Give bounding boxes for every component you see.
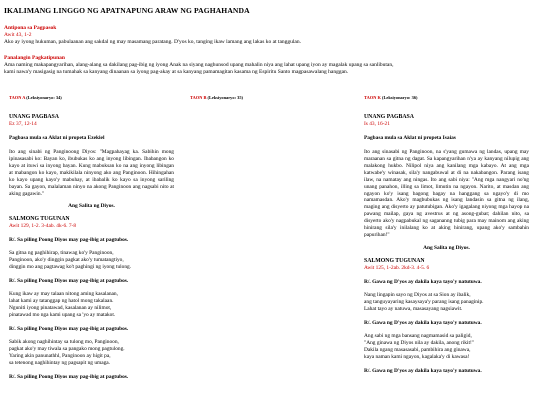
antiphon-text: Ako ay iyong hukuman, pabulaanan ang sakdal ng may masamang paratang. D'yos ko, tanging ikaw lamang ang lakas ko at tanggulan. (4, 39, 301, 45)
year-a-column (9, 95, 174, 381)
stanza-line: Sabik akong naghihintay sa tulong mo, Panginoon, (9, 338, 119, 345)
stanza-line: Sa gitna ng paghihirap, tinawag ko'y Panginoon, (9, 250, 114, 257)
stanza-line: lahat kami ay tatanggap ng hatol mong takalaan. (9, 298, 114, 305)
stanza-line: Kung ikaw ay may talaan nitong aming kasalanan, (9, 291, 118, 298)
psalm-response: R/. Gawa ng D'yos ay dakila kaya tayo'y natutuwa. (364, 367, 482, 374)
psalm-stanza (9, 291, 174, 319)
lectionary-number: (Leksiyonaryo: 36) (381, 95, 418, 100)
stanza-line: Yaring akin panunathhl, Panginoon ay higit pa, (9, 352, 111, 359)
first-reading-heading: UNANG PAGBASA (364, 113, 414, 120)
psalm-heading: SALMONG TUGUNAN (364, 258, 425, 265)
stanza-line: Dakila ngang masasasabi, pambihira ang ginawa, (364, 346, 471, 353)
stanza-line: ang tanguyayaring kasaysaya'y parang isang panaginip. (364, 298, 484, 305)
first-reading-citation: Ez 37, 12-14 (9, 120, 37, 127)
stanza-line: Lahat tayo ay natuwa, masasayang nagsiawit. (364, 305, 463, 312)
stanza-line: Nguniti iyong pinatawad, kasalanan ay nilimot, (9, 305, 112, 312)
psalm-stanza (364, 333, 529, 361)
psalm-stanza (9, 339, 174, 367)
reading-title: Pagbasa mula sa Aklat ni propeta Isaias (364, 134, 456, 141)
lectionary-number: (Leksiyonaryo: 34) (26, 95, 62, 100)
stanza-line: pagkat ako'y may tiwala sa pangako mong pagtulong. (9, 345, 125, 352)
reading-title: Pagbasa mula sa Aklat ni propeta Ezekiel (9, 134, 105, 141)
cycle-label (364, 95, 529, 102)
psalm-response: R/. Sa piling Poong Diyos may pag-ibig at pagtubos. (9, 325, 129, 332)
psalm-response: R/. Sa piling Poong Diyos may pag-ibig at pagtubos. (9, 237, 129, 244)
stanza-line: Panginoon, ako'y dinggin pagkat ako'y tumatangtiyo, (9, 257, 124, 264)
psalm-response: R/. Gawa ng D'yos ay dakila kaya tayo'y natutuwa. (364, 319, 482, 326)
psalm-citation: Awit 125, 1-2ab. 2kd-3. 4-5. 6 (364, 265, 430, 272)
cycle-name: TAON B (190, 95, 207, 100)
psalm-heading: SALMONG TUGUNAN (9, 216, 70, 223)
stanza-line: pinatawad mo nga kami upang sa 'yo ay matakot. (9, 311, 116, 318)
cycle-label (9, 95, 174, 102)
psalm-response: R/. Sa piling Poong Diyos may pag-ibig at pagtubos. (9, 278, 129, 285)
lectionary-number: (Leksiyonaryo: 35) (207, 95, 243, 100)
first-reading-heading: UNANG PAGBASA (9, 113, 59, 120)
psalm-citation: Awit 129, 1-2. 3-4ab. 4k-6. 7-8 (9, 223, 77, 230)
antiphon-citation: Awit 43, 1-2 (4, 32, 32, 38)
collect-line: Ama naming makapangyarihan, alang-alang sa dakilang pag-ibig ng iyong Anak na siyang naghunsod upang mahalin niya ang lahat upang iyon ay magalak upang sa sanlibutan, (4, 62, 394, 68)
stanza-line: Nang lingapin sayo ng Diyos at sa Sion ay ibalik, (364, 292, 471, 299)
antiphon-heading: Antipona sa Pagpasok (4, 25, 57, 31)
first-reading-citation: Is 43, 16-21 (364, 120, 390, 127)
psalm-response: R/. Sa piling Poong Diyos may pag-ibig at pagtubos. (9, 373, 129, 380)
stanza-line: dinggin mo ang pagtawag ko't paghingi ng iyong tulong. (9, 264, 132, 271)
year-c-column (364, 95, 529, 375)
cycle-name: TAON K (364, 95, 381, 100)
entrance-antiphon (4, 25, 532, 46)
stanza-line: sa tetenong naghihintay ng pagsapit ng umaga. (9, 359, 111, 366)
cycle-name: TAON A (9, 95, 26, 100)
stanza-line: kaya naman kami ngayon, kagalaka'y di kawasa! (364, 353, 470, 360)
stanza-line: "Ang ginawa ng Diyos nila ay dakila, anong rikit!" (364, 339, 474, 346)
reading-text: Ito ang sinasabi ng Panginoon, na s'yang gumawa ng landas, upang may maraanan sa gitna ng dagat. Sa kapangyarihan n'ya ay kanyang nilupig ang malakong hukbo. Nilipol niya ang kanilang mga kabayo. At ang mga katwabe'y winasak, sila'y nangabuwal at di na nakabangon. Parang isang ilaw, na namatay ang ningas. Ito ang sabi niya: "Ang mga nangyari no'ng unang panahon, illing sa limot, limutin na ngayon. Narito, at masdan ang ngayon ko'y isang bagong bagay na hanggang sa ngayo'y di mo namamasdan. Ako'y magbubukas ng isang landasin sa gitna ng ilang, maging ang disyerto ay patutubigan. Ako'y igagalang niyong mga hayop na pawang mailap, gaya ng avestrus at ng asong-gubat; dahilan nito, sa disyerto ako'y nagpabukal ng sagananng tubig para may mainom ang aking hinirang sila'y inilalang ko at aking hinirang, upang ako'y sambahin papurihan!" (364, 148, 529, 239)
collect-heading: Panalangin Pagkatipunan (4, 55, 65, 61)
collect-line: kami nawa'y masigasig na tumahak sa kanyang dinaanan sa iyong pag-akay at sa kanyang pamamagitan kasama ng Espiritu Santo magpasawalang hanggan. (4, 69, 349, 75)
opening-prayer (4, 55, 532, 76)
psalm-stanza (364, 292, 529, 313)
word-of-god-line: Ang Salita ng Diyos. (423, 245, 470, 252)
word-of-god-line: Ang Salita ng Diyos. (68, 203, 115, 210)
year-b-column (190, 95, 355, 102)
reading-text: Ito ang sinabi ng Panginoong Diyos: "Magpahayag ka. Sabihin mong ipinasasabi ko: Bayan ko, ibubukas ko ang inyong libingan. Ibabangon ko kayo at ituwi sa inyong bayan. Kung mabuksan ko na ang inyong libingan at mabangon ko kayo, makikilala ninyong ako ang Panginoon. Hihingahan ko kayo upang kayo'y mabuhay, at ibabalik ko kayo sa inyong sariling bayan. Sa gayon, malalaman ninyo na akong Panginoon ang nagsabi nito at aking gagawin." (9, 148, 174, 197)
cycle-label (190, 95, 355, 102)
psalm-stanza (9, 250, 174, 271)
psalm-response: R/. Gawa ng D'yos ay dakila kaya tayo'y natutuwa. (364, 279, 482, 286)
page-title: IKALIMANG LINGGO NG APATNAPUNG ARAW NG PAGHAHANDA (4, 6, 250, 15)
stanza-line: Ang sabi ng mga bansang nagmamasid sa paligid, (364, 332, 472, 339)
